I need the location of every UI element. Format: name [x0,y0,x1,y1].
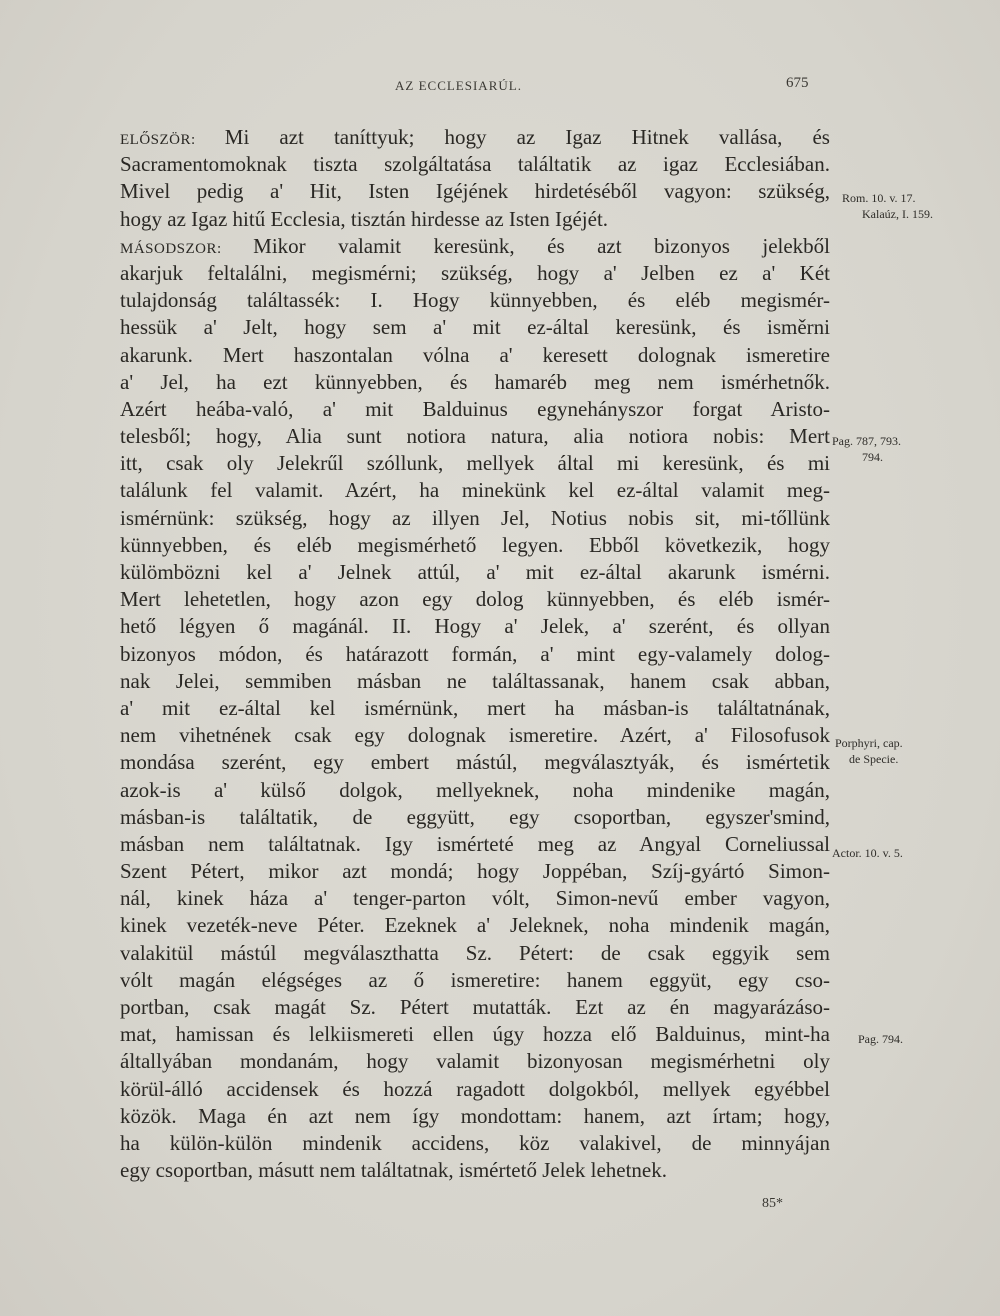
margin-note: Pag. 794. [858,1032,903,1046]
running-title: AZ ECCLESIARÚL. [395,78,522,93]
text-line: egy csoportban, másutt nem találtatnak, ismértető Jelek lehetnek. [120,1158,667,1183]
text-line: azok-is a' külső dolgok, mellyeknek, noha mindenike magán, [120,777,830,802]
text-line: MÁSODSZOR: Mikor valamit keresünk, és azt bizonyos jelekből [120,233,831,258]
section-heading: MÁSODSZOR: [120,240,254,257]
page-number: 675 [786,75,809,91]
text-line: Szent Pétert, mikor azt mondá; hogy Joppéban, Szíj-gyártó Simon- [120,859,830,884]
text-line: kinek vezeték-neve Péter. Ezeknek a' Jeleknek, noha mindenik magán, [120,913,830,938]
margin-note: Rom. 10. v. 17. Kalaúz, I. 159. [842,191,933,221]
text-line: körül-álló accidensek és hozzá ragadott dolgokból, mellyek egyébbel [120,1076,830,1101]
body-text [120,124,830,1184]
text-line: Mivel pedig a' Hit, Isten Igéjének hirdetéséből vagyon: szükség, [120,179,830,204]
section-heading: ELŐSZÖR: [120,132,225,148]
text-line: vólt magán elégséges az ő ismeretire: hanem eggyüt, egy cso- [120,967,830,992]
text-line: itt, csak oly Jelekrűl szóllunk, mellyek által mi keresünk, és mi [120,451,830,476]
text-line: közök. Maga én azt nem így mondottam: hanem, azt írtam; hogy, [120,1103,830,1128]
text-line: tulajdonság találtassék: I. Hogy künnyebben, és eléb megismér- [120,288,830,313]
text-line: a' Jel, ha ezt künnyebben, és hamaréb meg nem ismérhetnők. [120,369,830,394]
text-line: találunk fel valamit. Azért, ha minekünk kel ez-által valamit meg- [120,478,830,503]
text-line: nál, kinek háza a' tenger-parton vólt, Simon-nevű ember vagyon, [120,886,830,911]
margin-note: Porphyri, cap. de Specie. [835,736,903,766]
text-line: bizonyos módon, és határazott formán, a' mint egy-valamely dolog- [120,641,830,666]
text-line: másban-is találtatik, de eggyütt, egy csoportban, egyszer'smind, [120,804,830,829]
margin-note: Actor. 10. v. 5. [832,846,903,860]
text-line: portban, csak magát Sz. Pétert mutatták. Ezt az én magyarázáso- [120,995,830,1019]
running-head [0,75,1000,98]
text-line: akarunk. Mert haszontalan vólna a' keresett dolognak ismeretire [120,342,830,367]
text-line: másban nem találtatnak. Igy ismérteté meg az Angyal Corneliussal [120,831,830,856]
text-line: akarjuk feltalálni, megismérni; szükség, hogy a' Jelben ez a' Két [120,260,830,285]
text-line: nak Jelei, semmiben másban ne találtassanak, hanem csak abban, [120,668,830,693]
text-line: ELŐSZÖR: Mi azt taníttyuk; hogy az Igaz Hitnek vallása, és [120,125,830,149]
text-line: általlyában mondanám, hogy valamit bizonyosan megismérhetni oly [120,1049,830,1074]
text-line: telesből; hogy, Alia sunt notiora natura, alia notiora nobis: Mert [120,424,830,449]
text-line: külömbözni kel a' Jelnek attúl, a' mit ez-által akarunk ismérni. [120,560,830,584]
text-line: Azért heába-való, a' mit Balduinus egynehányszor forgat Aristo- [120,396,830,421]
text-line: hető légyen ő magánál. II. Hogy a' Jelek, a' szerént, és ollyan [120,614,830,639]
signature-mark: 85* [762,1196,783,1211]
text-line: mat, hamissan és lelkiismereti ellen úgy hozza elő Balduinus, mint-ha [120,1022,830,1047]
text-line: ha külön-külön mindenik accidens, köz valakivel, de minnyájan [120,1130,830,1155]
text-line: hessük a' Jelt, hogy sem a' mit ez-által keresünk, és isměrni [120,315,830,340]
text-line: künnyebben, és eléb megismérhető legyen. Ebből következik, hogy [120,532,830,557]
text-line: Mert lehetetlen, hogy azon egy dolog künnyebben, és eléb ismér- [120,587,830,612]
text-line: ismérnünk: szükség, hogy az illyen Jel, Notius nobis sit, mi-tőllünk [120,505,830,530]
text-line: valakitül mástúl megválaszthatta Sz. Pétert: de csak eggyik sem [120,940,830,965]
text-line: Sacramentomoknak tiszta szolgáltatása találtatik az igaz Ecclesiában. [120,152,830,177]
text-line: hogy az Igaz hitű Ecclesia, tisztán hirdesse az Isten Igéjét. [120,206,609,231]
margin-note: Pag. 787, 793. 794. [832,434,901,464]
text-line: a' mit ez-által kel ismérnünk, mert ha másban-is találtatnának, [120,695,830,720]
text-line: mondása szerént, egy embert mástúl, megválasztyák, és ismértetik [120,750,830,775]
text-line: nem vihetnének csak egy dolognak ismeretire. Azért, a' Filosofusok [120,723,830,748]
